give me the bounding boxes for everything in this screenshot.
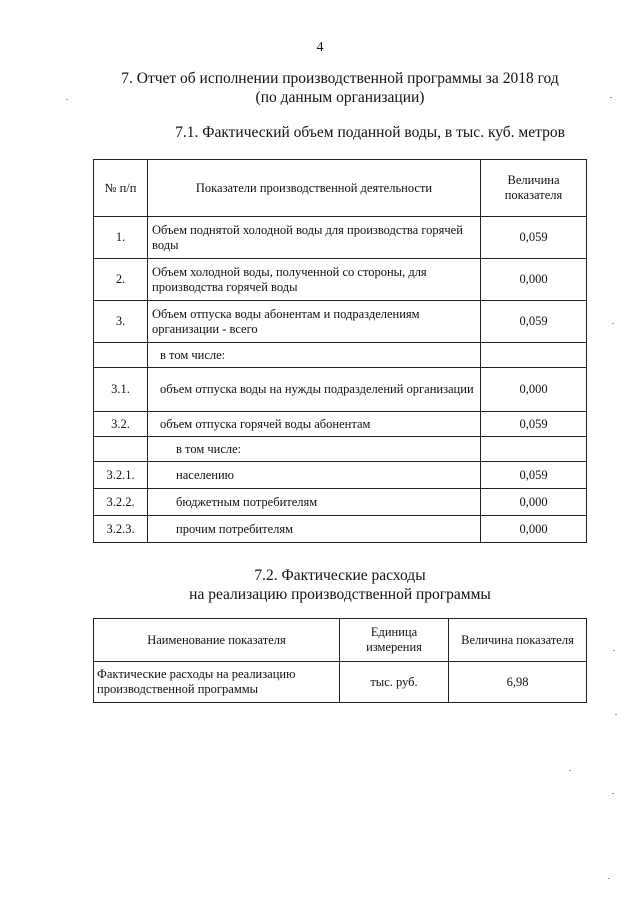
row-value: 0,059	[481, 301, 587, 343]
subsection2-title-line2: на реализацию производственной программы	[189, 586, 491, 603]
row-value: 0,059	[481, 412, 587, 437]
row-value	[481, 343, 587, 368]
section-title	[60, 69, 620, 107]
table-row	[94, 343, 587, 368]
row-number: 3.1.	[94, 368, 148, 412]
header-value: Величина показателя	[449, 619, 587, 662]
table-row	[94, 259, 587, 301]
row-label: прочим потребителям	[148, 516, 481, 543]
row-label: Объем холодной воды, полученной со стороны, для производства горячей воды	[148, 259, 481, 301]
section-title-line2: (по данным организации)	[255, 89, 425, 106]
page-number: 4	[316, 40, 324, 55]
table-row	[94, 437, 587, 462]
table-row	[94, 368, 587, 412]
table-row	[94, 462, 587, 489]
row-unit: тыс. руб.	[340, 662, 449, 703]
subsection1-title: 7.1. Фактический объем поданной воды, в тыс. куб. метров	[175, 124, 565, 141]
header-unit: Единица измерения	[340, 619, 449, 662]
row-number: 3.	[94, 301, 148, 343]
row-value: 0,059	[481, 462, 587, 489]
row-value: 0,000	[481, 516, 587, 543]
table-header-row	[94, 619, 587, 662]
row-number: 3.2.2.	[94, 489, 148, 516]
row-value: 0,000	[481, 259, 587, 301]
row-number: 2.	[94, 259, 148, 301]
section-title-line1: 7. Отчет об исполнении производственной программы за 2018 год	[121, 70, 559, 87]
row-label: Объем поднятой холодной воды для производства горячей воды	[148, 217, 481, 259]
row-number	[94, 343, 148, 368]
header-value: Величина показателя	[481, 160, 587, 217]
table-row	[94, 662, 587, 703]
table-row	[94, 412, 587, 437]
subsection2-title-line1: 7.2. Фактические расходы	[254, 567, 426, 584]
row-number: 3.2.3.	[94, 516, 148, 543]
header-number: № п/п	[94, 160, 148, 217]
row-label: бюджетным потребителям	[148, 489, 481, 516]
row-label: Объем отпуска воды абонентам и подразделениям организации - всего	[148, 301, 481, 343]
row-name: Фактические расходы на реализацию производственной программы	[94, 662, 340, 703]
row-label: в том числе:	[148, 437, 481, 462]
row-number	[94, 437, 148, 462]
row-number: 3.2.	[94, 412, 148, 437]
table-header-row	[94, 160, 587, 217]
row-number: 1.	[94, 217, 148, 259]
header-name: Наименование показателя	[94, 619, 340, 662]
row-value	[481, 437, 587, 462]
row-number: 3.2.1.	[94, 462, 148, 489]
row-value: 6,98	[449, 662, 587, 703]
row-value: 0,000	[481, 368, 587, 412]
row-label: в том числе:	[148, 343, 481, 368]
table-row	[94, 301, 587, 343]
row-value: 0,000	[481, 489, 587, 516]
table-row	[94, 217, 587, 259]
water-volume-table	[93, 159, 587, 543]
row-label: населению	[148, 462, 481, 489]
table-row	[94, 516, 587, 543]
subsection2-title	[93, 566, 587, 604]
row-value: 0,059	[481, 217, 587, 259]
row-label: объем отпуска горячей воды абонентам	[148, 412, 481, 437]
table-row	[94, 489, 587, 516]
header-indicator: Показатели производственной деятельности	[148, 160, 481, 217]
expenses-table	[93, 618, 587, 703]
row-label: объем отпуска воды на нужды подразделений организации	[148, 368, 481, 412]
